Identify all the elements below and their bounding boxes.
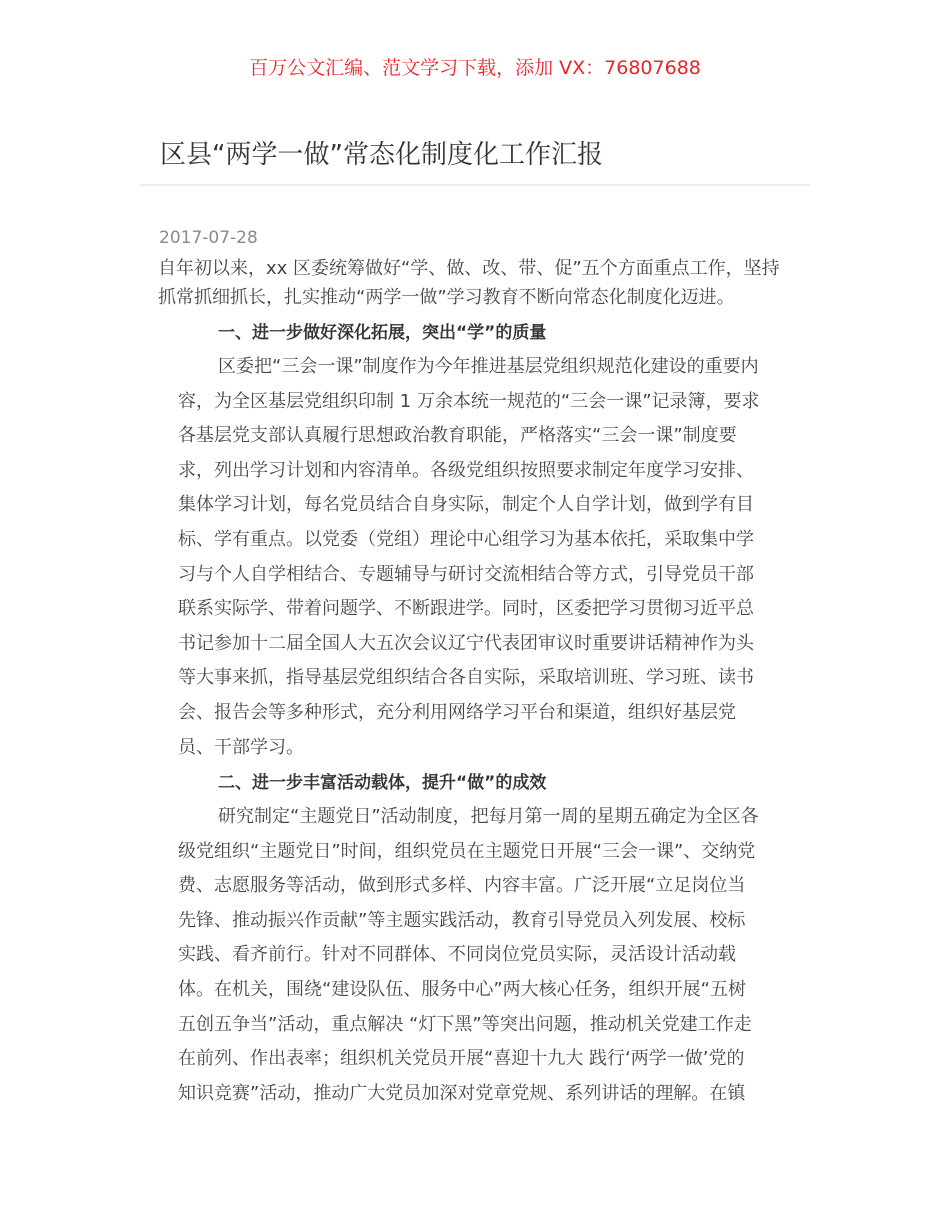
- intro-paragraph: [158, 254, 798, 312]
- text-line: 区委把“三会一课”制度作为今年推进基层党组织规范化建设的重要内: [218, 356, 759, 377]
- page-title: 区县“两学一做”常态化制度化工作汇报: [160, 140, 603, 170]
- text-line: 书记参加十二届全国人大五次会议辽宁代表团审议时重要讲话精神作为头: [178, 632, 754, 654]
- text-line: 等大事来抓，指导基层党组织结合各自实际，采取培训班、学习班、读书: [178, 667, 754, 689]
- text-line: 知识竞赛”活动，推动广大党员加深对党章党规、系列讲话的理解。在镇: [178, 1082, 746, 1104]
- text-line: 联系实际学、带着问题学、不断跟进学。同时，区委把学习贯彻习近平总: [178, 598, 754, 620]
- publish-date: 2017-07-28: [159, 228, 258, 248]
- text-line: 费、志愿服务等活动，做到形式多样、内容丰富。广泛开展“立足岗位当: [178, 875, 746, 897]
- text-line: 在前列、作出表率；组织机关党员开展“喜迎十九大 践行‘两学一做’党的: [178, 1048, 745, 1070]
- title-divider: [140, 184, 810, 186]
- text-line: 实践、看齐前行。针对不同群体、不同岗位党员实际，灵活设计活动载: [178, 944, 736, 966]
- text-line: 习与个人自学相结合、专题辅导与研讨交流相结合等方式，引导党员干部: [178, 563, 754, 585]
- text-line: 各基层党支部认真履行思想政治教育职能，严格落实“三会一课”制度要: [178, 425, 737, 447]
- section-heading-1: 一、进一步做好深化拓展，突出“学”的质量: [218, 323, 547, 343]
- text-line: 容，为全区基层党组织印制 1 万余本统一规范的“三会一课”记录簿，要求: [178, 390, 760, 412]
- section-heading-2: 二、进一步丰富活动载体，提升“做”的成效: [218, 773, 547, 793]
- text-line: 研究制定“主题党日”活动制度，把每月第一周的星期五确定为全区各: [218, 806, 759, 827]
- text-line: 员、干部学习。: [178, 736, 304, 758]
- text-line: 级党组织“主题党日”时间，组织党员在主题党日开展“三会一课”、交纳党: [178, 840, 756, 862]
- text-line: 集体学习计划，每名党员结合自身实际，制定个人自学计划，做到学有目: [178, 494, 754, 516]
- text-line: 标、学有重点。以党委（党组）理论中心组学习为基本依托，采取集中学: [178, 528, 754, 550]
- section-1-paragraph: [178, 350, 778, 765]
- text-line: 自年初以来，xx 区委统筹做好“学、做、改、带、促”五个方面重点工作，坚持: [158, 258, 780, 279]
- section-2-paragraph: [178, 800, 778, 1111]
- text-line: 求，列出学习计划和内容清单。各级党组织按照要求制定年度学习安排、: [178, 459, 754, 481]
- text-line: 体。在机关，围绕“建设队伍、服务中心”两大核心任务，组织开展“五树: [178, 978, 746, 1000]
- text-line: 抓常抓细抓长，扎实推动“两学一做”学习教育不断向常态化制度化迈进。: [158, 287, 735, 308]
- promo-banner: 百万公文汇编、范文学习下载，添加 VX：76807688: [249, 57, 701, 79]
- text-line: 五创五争当”活动，重点解决 “灯下黑”等突出问题，推动机关党建工作走: [178, 1013, 752, 1035]
- text-line: 会、报告会等多种形式，充分利用网络学习平台和渠道，组织好基层党: [178, 701, 736, 723]
- text-line: 先锋、推动振兴作贡献”等主题实践活动，教育引导党员入列发展、校标: [178, 909, 746, 931]
